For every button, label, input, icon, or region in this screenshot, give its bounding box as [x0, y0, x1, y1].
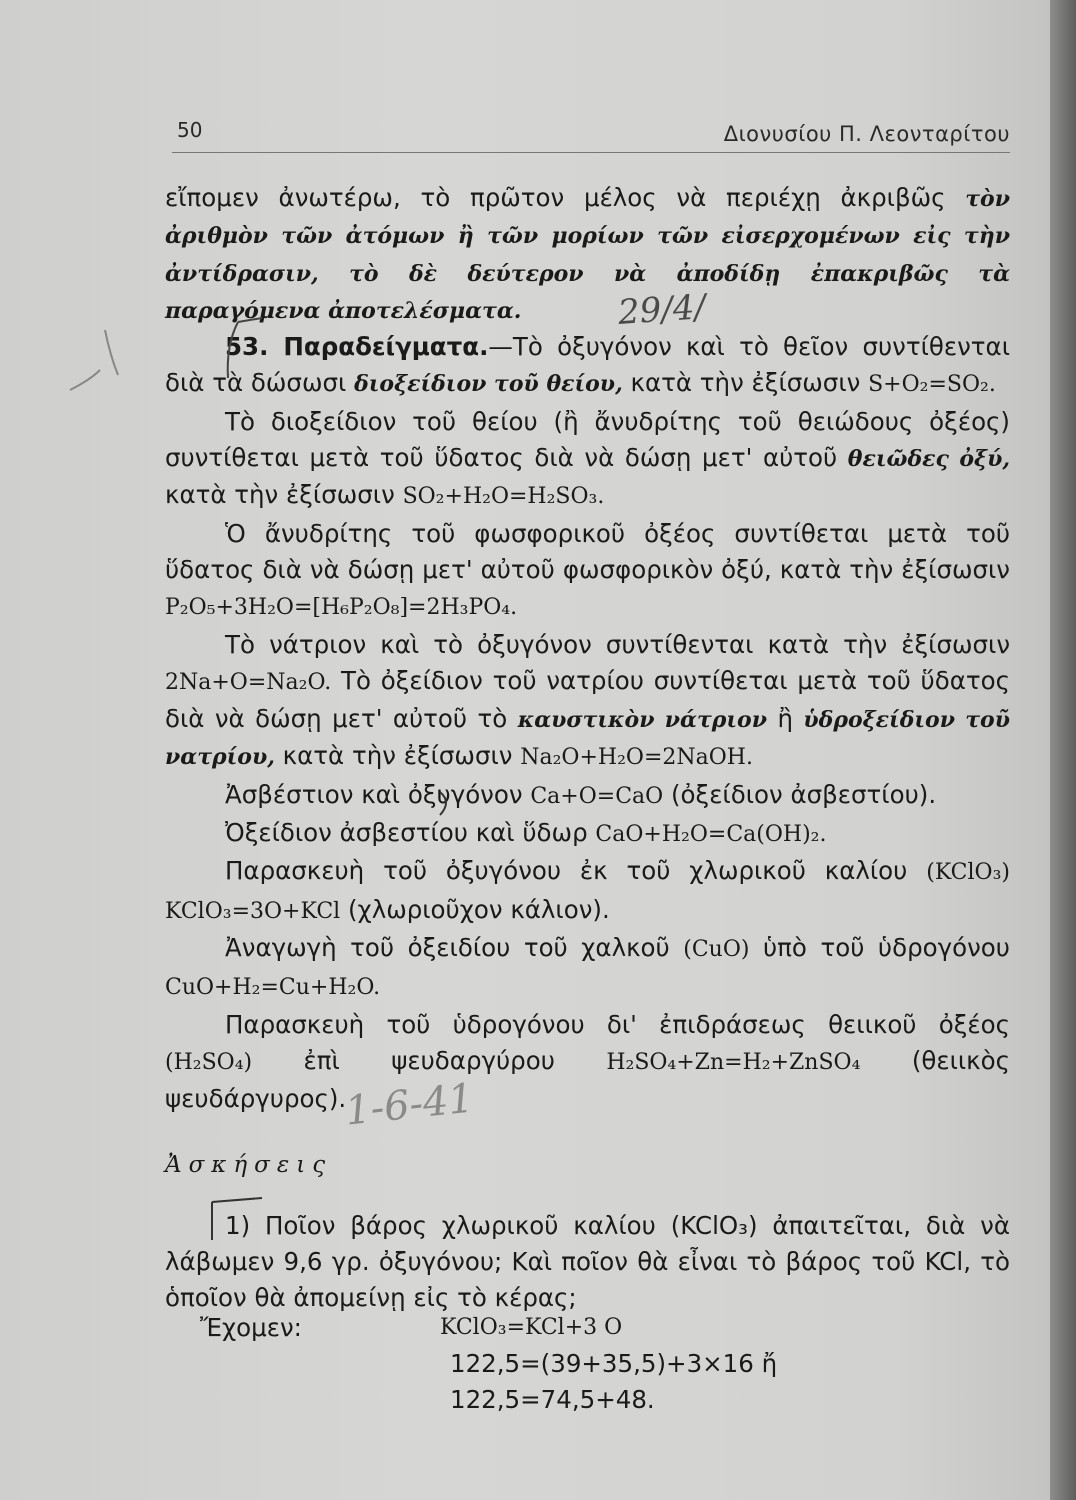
bracket-mark — [212, 1198, 262, 1240]
bracket-mark — [228, 322, 238, 378]
exercise-1: 1) Ποῖον βάρος χλωρικοῦ καλίου (KClO₃) ἀπαιτεῖται, διὰ νὰ λάβωμεν 9,6 γρ. ὀξυγόνου; Καὶ ποῖον θὰ εἶναι τὸ βάρος τοῦ KCl, τὸ ὁποῖον θὰ ἀπομείνῃ εἰς τὸ κέρας; — [165, 1210, 1010, 1313]
equation: H₂SO₄+Zn=H₂+ZnSO₄ — [606, 1049, 861, 1075]
emphasis-text: καυστικὸν νάτριον — [517, 707, 767, 734]
text-span: κατὰ τὴν ἐξίσωσιν — [630, 368, 861, 398]
equation: (KClO₃) KClO₃=3O+KCl — [165, 860, 1010, 924]
equation: (H₂SO₄) — [165, 1049, 253, 1075]
equation: P₂O₅+3H₂O=[H₆P₂O₈]=2H₃PO₄. — [165, 595, 518, 621]
text-span: ὑπὸ τοῦ ὑδρογόνου — [763, 932, 1010, 962]
text-span: Τὸ νάτριον καὶ τὸ ὀξυγόνον συντίθενται κατὰ τὴν ἐξίσωσιν — [225, 629, 1010, 659]
text-span: (ὀξείδιον ἀσβεστίου). — [670, 779, 937, 809]
text-span: Παρασκευὴ τοῦ ὀξυγόνου ἐκ τοῦ χλωρικοῦ καλίου — [225, 856, 908, 886]
margin-scribble — [70, 330, 118, 390]
equation: SO₂+H₂O=H₂SO₃. — [402, 484, 605, 510]
text-span: κατὰ τὴν ἐξίσωσιν — [165, 480, 395, 510]
exercises-heading: Ἀσκήσεις — [165, 1152, 333, 1179]
equation: CuO+H₂=Cu+H₂O. — [165, 975, 381, 1001]
text-span: (θειικὸς ψευδάργυρος). — [165, 1045, 1010, 1114]
bracket-mark — [238, 318, 262, 322]
equation: (CuO) — [683, 936, 750, 962]
text-span: ἐπὶ ψευδαργύρου — [303, 1045, 555, 1075]
solution-line: 122,5=(39+35,5)+3×16 ἤ — [450, 1349, 778, 1378]
page-number: 50 — [177, 118, 203, 142]
equation: 2Na+O=Na₂O. — [165, 669, 332, 695]
handwritten-date: 29/4/ — [616, 286, 708, 334]
text-span: Ὁ ἄνυδρίτης τοῦ φωσφορικοῦ ὀξέος συντίθεται μετὰ τοῦ ὕδατος διὰ νὰ δώσῃ μετ' αὐτοῦ φωσφορικὸν ὀξύ, κατὰ τὴν ἐξίσωσιν — [165, 518, 1010, 584]
equation: Ca+O=CaO — [530, 783, 664, 809]
running-title: Διονυσίου Π. Λεονταρίτου — [723, 122, 1010, 146]
text-span: Παρασκευὴ τοῦ ὑδρογόνου δι' ἐπιδράσεως θειικοῦ ὀξέος — [225, 1009, 1010, 1039]
equation: S+O₂=SO₂. — [868, 372, 996, 398]
text-span: ἢ — [777, 704, 793, 734]
text-span: Τὸ ὀξείδιον τοῦ νατρίου συντίθεται μετὰ τοῦ ὕδατος διὰ νὰ δώσῃ μετ' αὐτοῦ τὸ — [165, 665, 1010, 734]
equation: CaO+H₂O=Ca(OH)₂. — [595, 822, 827, 848]
emphasis-text: θειῶδες ὀξύ, — [847, 446, 1010, 473]
solution-line: KClO₃=KCl+3 O — [440, 1315, 623, 1340]
text-span: (χλωριοῦχον κάλιον). — [347, 894, 610, 924]
emphasis-text: ὑδροξείδιον τοῦ νατρίου, — [165, 707, 1010, 771]
emphasis-text: διοξείδιον τοῦ θείου, — [354, 371, 623, 398]
text-span: Ἀσβέστιον καὶ ὀξυγόνον — [225, 779, 523, 809]
handwritten-date: 1-6-41 — [342, 1075, 476, 1135]
equation: Na₂O+H₂O=2NaOH. — [520, 745, 753, 771]
text-span: Ἀναγωγὴ τοῦ ὀξειδίου τοῦ χαλκοῦ — [225, 932, 670, 962]
text-span: Τὸ διοξείδιον τοῦ θείου (ἢ ἄνυδρίτης τοῦ θειώδους ὀξέος) συντίθεται μετὰ τοῦ ὕδατος διὰ νὰ δώσῃ μετ' αὐτοῦ — [165, 406, 1010, 473]
bracket-mark — [440, 792, 446, 815]
emphasis-text: τὸν ἀριθμὸν τῶν ἀτόμων ἢ τῶν μορίων τῶν εἰσερχομένων εἰς τὴν ἀντίδρασιν, τὸ δὲ δεύτερον νὰ ἀποδίδῃ ἐπακριβῶς τὰ παραγόμενα ἀποτελέσματα. — [165, 186, 1010, 324]
section-heading: 53. Παραδείγματα. — [225, 332, 489, 362]
solution-label: Ἔχομεν: — [200, 1313, 302, 1342]
text-span: εἴπομεν ἀνωτέρω, τὸ πρῶτον μέλος νὰ περιέχῃ ἀκριβῶς — [165, 183, 946, 212]
text-span: Ὀξείδιον ἀσβεστίου καὶ ὕδωρ — [225, 818, 588, 848]
text-span: —Τὸ ὀξυγόνον καὶ τὸ θεῖον συντίθενται διὰ τὰ δώσωσι — [165, 332, 1010, 398]
text-span: κατὰ τὴν ἐξίσωσιν — [282, 741, 513, 771]
solution-line: 122,5=74,5+48. — [450, 1385, 655, 1414]
